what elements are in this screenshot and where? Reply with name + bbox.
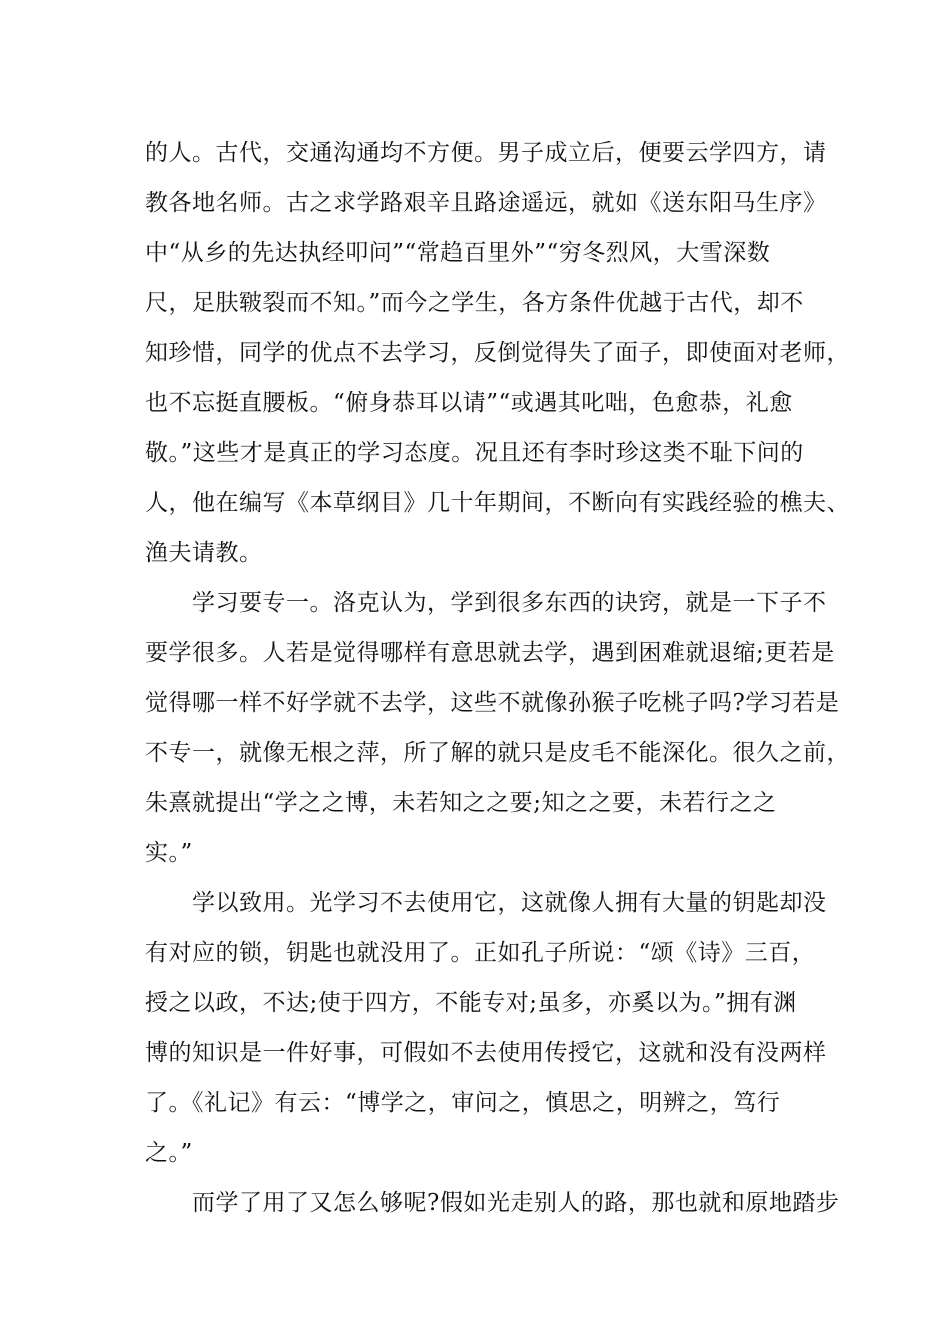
- text-line: 中“从乡的先达执经叩问”“常趋百里外”“穷冬烈风，大雪深数: [145, 240, 771, 266]
- text-line: 知珍惜，同学的优点不去学习，反倒觉得失了面子，即使面对老师，: [145, 340, 850, 366]
- text-line: 教各地名师。古之求学路艰辛且路途遥远，就如《送东阳马生序》: [145, 190, 827, 216]
- text-line: 博的知识是一件好事，可假如不去使用传授它，这就和没有没两样: [145, 1040, 827, 1066]
- text-line: 敬。”这些才是真正的学习态度。况且还有李时珍这类不耻下问的: [145, 440, 804, 466]
- text-line: 的人。古代，交通沟通均不方便。男子成立后，便要云学四方，请: [145, 140, 827, 166]
- text-line: 要学很多。人若是觉得哪样有意思就去学，遇到困难就退缩;更若是: [145, 640, 835, 666]
- text-line: 授之以政，不达;使于四方，不能专对;虽多，亦奚以为。”拥有渊: [145, 990, 797, 1016]
- text-line: 实。”: [145, 840, 193, 866]
- text-line: 不专一，就像无根之萍，所了解的就只是皮毛不能深化。很久之前，: [145, 740, 850, 766]
- text-line: 有对应的锁，钥匙也就没用了。正如孔子所说：“颂《诗》三百，: [145, 940, 816, 966]
- text-line: 朱熹就提出“学之之博，未若知之之要;知之之要，未若行之之: [145, 790, 777, 816]
- text-line: 觉得哪一样不好学就不去学，这些不就像孙猴子吃桃子吗?学习若是: [145, 690, 840, 716]
- text-line: 也不忘挺直腰板。“俯身恭耳以请”“或遇其叱咄，色愈恭，礼愈: [145, 390, 793, 416]
- paragraph-start-line: 学以致用。光学习不去使用它，这就像人拥有大量的钥匙却没: [192, 890, 827, 916]
- text-line: 了。《礼记》有云：“博学之，审问之，慎思之，明辨之，笃行: [145, 1090, 781, 1116]
- text-line: 渔夫请教。: [145, 540, 263, 566]
- paragraph-start-line: 学习要专一。洛克认为，学到很多东西的诀窍，就是一下子不: [192, 590, 827, 616]
- paragraph-start-line: 而学了用了又怎么够呢?假如光走别人的路，那也就和原地踏步: [192, 1190, 840, 1216]
- text-line: 尺，足肤皲裂而不知。”而今之学生，各方条件优越于古代，却不: [145, 290, 804, 316]
- text-line: 之。”: [145, 1140, 193, 1166]
- text-line: 人，他在编写《本草纲目》几十年期间，不断向有实践经验的樵夫、: [145, 490, 850, 516]
